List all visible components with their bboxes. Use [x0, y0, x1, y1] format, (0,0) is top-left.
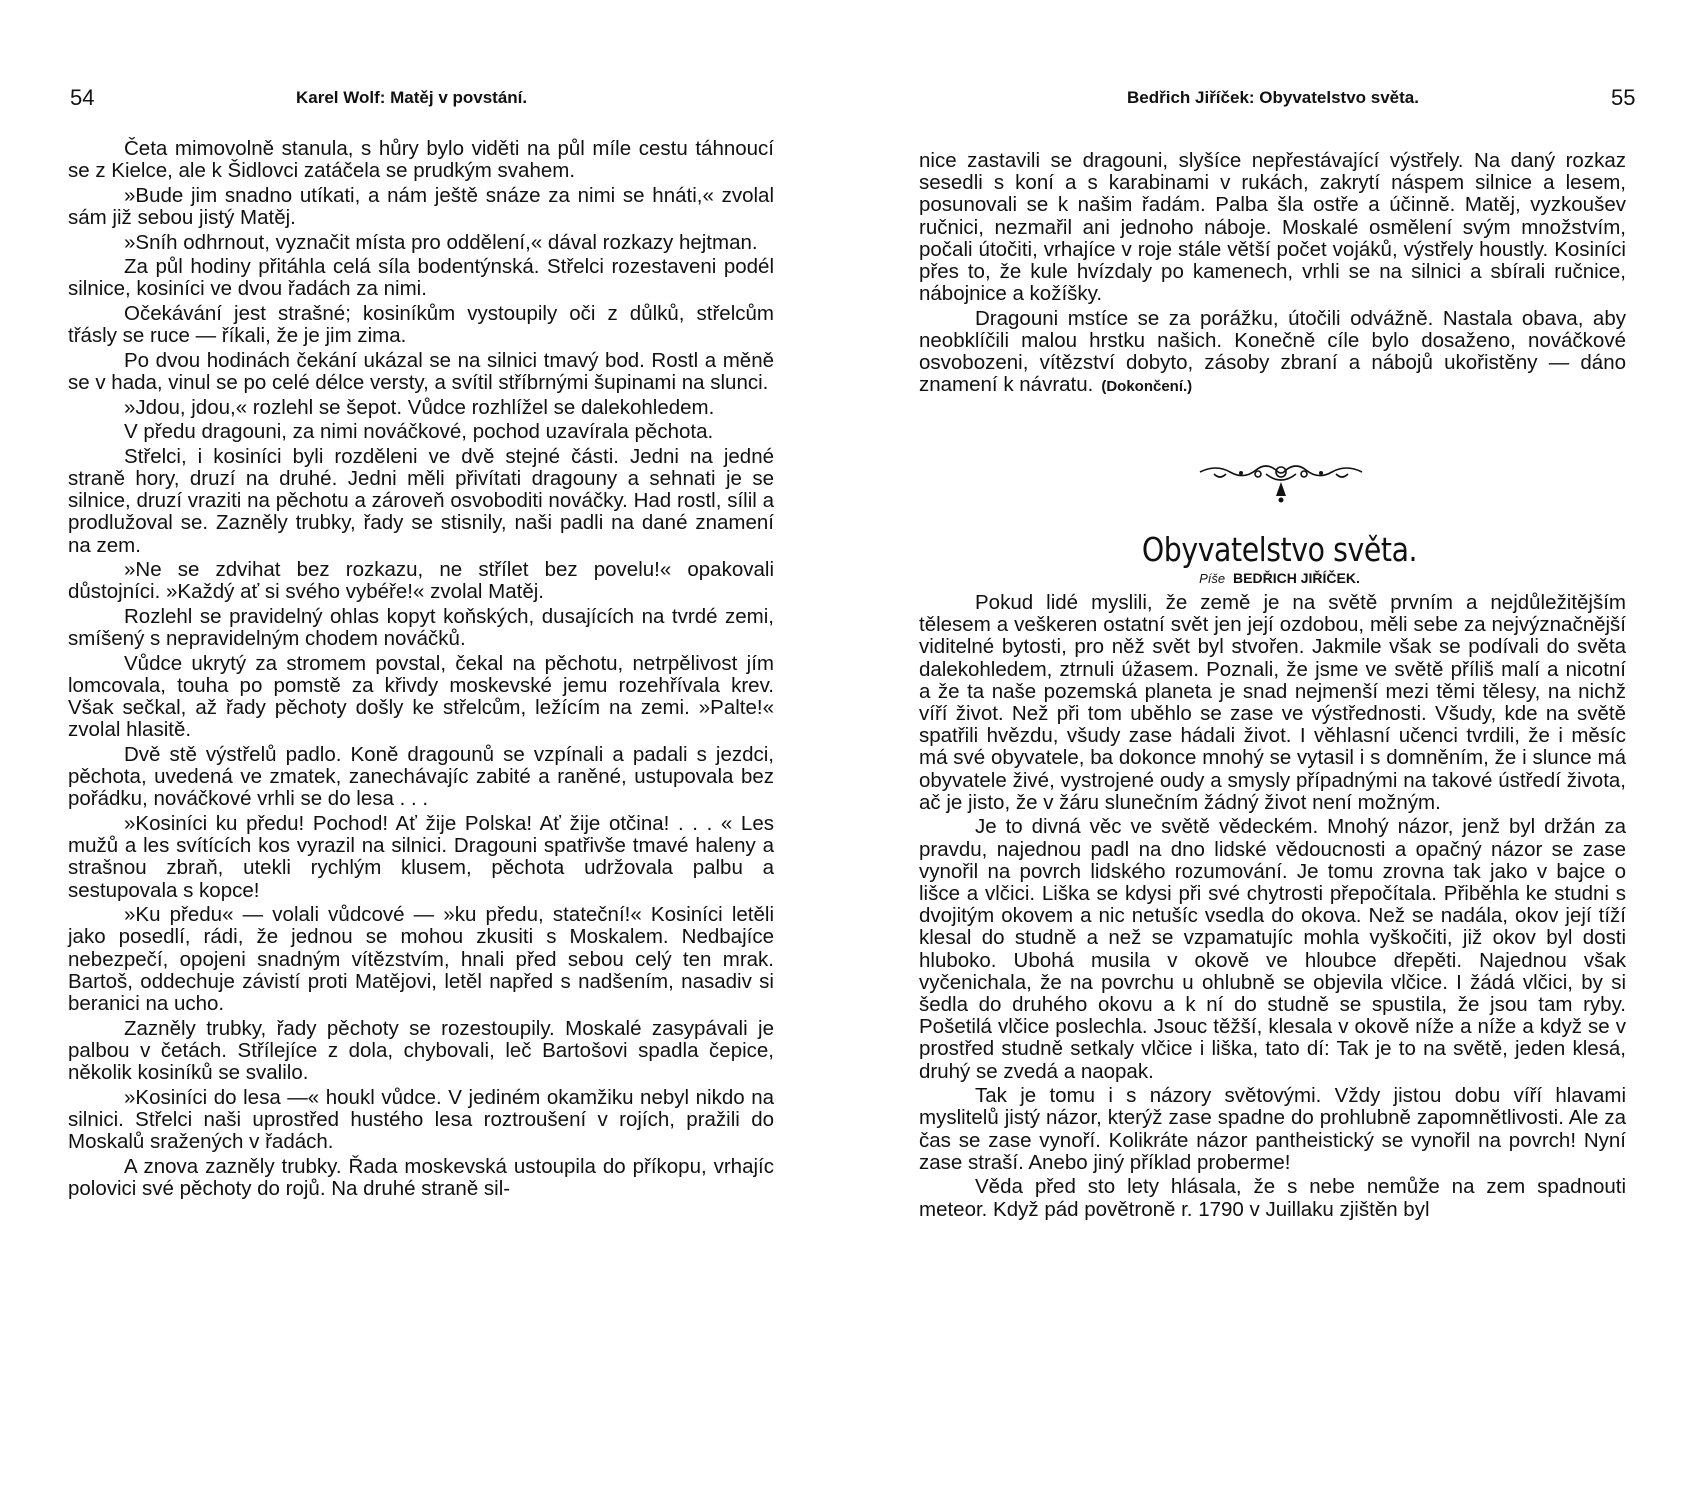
- paragraph: Je to divná věc ve světě vědeckém. Mnohý názor, jenž byl držán za pravdu, najednou padl na dno lidské vědoucnosti a opačný názor se zase vynořil na povrch lidského rozumování. Je tomu zrovna tak jako v bajce o lišce a vlčici. Liška se kdysi při své chytrosti přepočítala. Přiběhla ke studni s dvojitým okovem a nic netušíc vsedla do okova. Než se nadála, okov její tíží klesal do studně a než se vzpamatujíc mohla vyškočiti, již okov byl dosti hluboko. Ubohá musila v okově ve hloubce dřepěti. Najednou však vyčenichala, že na povrchu u ohlubně se objevila vlčice. I žádá vlčici, by si šedla do druhého okovu a k ní do studně se spustila, že jsou tam ryby. Pošetilá vlčice poslechla. Jsouc těžší, klesala v okově níže a níže a když se v prostřed studně setkaly vlčice i liška, tato dí: Tak je to na světě, jeden klesá, druhý se zvedá a naopak.: [919, 815, 1626, 1083]
- paragraph: »Kosiníci ku předu! Pochod! Ať žije Polska! Ať žije otčina! . . . « Les mužů a les svítících kos vyrazil na silnici. Dragouni spatřivše tmavé haleny a strašnou zbraň, utekli rychlým klusem, pěchota udržovala palbu a sestupovala s kopce!: [68, 811, 774, 902]
- page-number: 55: [1611, 85, 1636, 110]
- paragraph: »Kosiníci do lesa —« houkl vůdce. V jediném okamžiku nebyl nikdo na silnici. Střelci naši uprostřed hustého lesa roztroušení v rojích, pražili do Moskalů sražených v řadách.: [68, 1085, 774, 1153]
- paragraph-last: [919, 308, 1626, 399]
- ornamental-divider-icon: [1196, 460, 1366, 504]
- paragraph: A znova zazněly trubky. Řada moskevská ustoupila do příkopu, vrhajíc polovici své pěchoty do rojů. Na druhé straně sil-: [68, 1154, 774, 1200]
- paragraph: Očekávání jest strašné; kosiníkům vystoupily oči z důlků, střelcům třásly se ruce — říkali, že je jim zima.: [68, 301, 774, 348]
- paragraph: V předu dragouni, za nimi nováčkové, pochod uzavírala pěchota.: [124, 420, 714, 444]
- story-continuation: [919, 150, 1626, 401]
- running-head: Karel Wolf: Matěj v povstání.: [296, 88, 528, 107]
- paragraph: Za půl hodiny přitáhla celá síla bodentýnská. Střelci rozestaveni podél silnice, kosiníci ve dvou řadách za nimi.: [68, 255, 774, 301]
- paragraph: Zazněly trubky, řady pěchoty se rozestoupily. Moskalé zasypávali je palbou v četách. Střílejíce z dola, chybovali, leč Bartošovi spadla čepice, několik kosiníků se svalilo.: [68, 1016, 774, 1084]
- paragraph: »Jdou, jdou,« rozlehl se šepot. Vůdce rozhlížel se dalekohledem.: [124, 395, 715, 419]
- paragraph: Pokud lidé myslili, že země je na světě prvním a nejdůležitějším tělesem a veškeren ostatní svět jen její ozdobou, měli sebe za nejvýznačnější viditelné bytosti, pro něž svět byl stvořen. Jakmile však se podívali do světa dalekohledem, ztrnuli úžasem. Poznali, že jsme ve světě příliš malí a nicotní a že ta naše pozemská planeta je snad nejmenší mezi těmi tělesy, na nichž víří život. Než při tom uběhlo se zase ve výstřednosti. Všudy, kde na světě spatřili hvězdu, všudy zase hádali život. I věhlasní učenci tvrdili, že i měsíc má své obyvatele, ba dokonce mnohý se vytasil i s domněním, že i slunce má obyvatele živé, vystrojené oudy a smysly případnými na takové ústředí života, ač je jisto, že v žáru slunečním žádný život není možným.: [919, 591, 1626, 814]
- paragraph: Věda před sto lety hlásala, že s nebe nemůže na zem spadnouti meteor. Když pád povětroně r. 1790 v Juillaku zjištěn byl: [919, 1175, 1626, 1221]
- page-number: 54: [70, 85, 95, 110]
- paragraph: Tak je tomu i s názory světovými. Vždy jistou dobu víří hlavami myslitelů jistý názor, kterýž zase spadne do prohlubně zapomnětlivosti. Ale za čas se zase vynoří. Kolikráte názor pantheistický se vynořil na povrch! Nyní zase straší. Anebo jiný příklad proberme!: [919, 1084, 1626, 1174]
- running-head: Bedřich Jiříček: Obyvatelstvo světa.: [1127, 88, 1419, 107]
- article-text: [919, 592, 1626, 1223]
- paragraph: Dvě stě výstřelů padlo. Koně dragounů se vzpínali a padali s jezdci, pěchota, uvedená ve zmatek, zanechávajíc zabité a raněné, ustupovala bez pořádku, nováčkové vrhli se do lesa . . .: [68, 742, 774, 811]
- paragraph: Rozlehl se pravidelný ohlas kopyt koňských, dusajících na tvrdé zemi, smíšený s nepravidelným chodem nováčků.: [68, 604, 774, 651]
- article-title: Obyvatelstvo světa.: [1141, 530, 1418, 569]
- paragraph: Četa mimovolně stanula, s hůry bylo viděti na půl míle cestu táhnoucí se z Kielce, ale k Šidlovci zatáčela se prudkým svahem.: [68, 137, 774, 183]
- paragraph: »Sníh odhrnout, vyznačit místa pro oddělení,« dával rozkazy hejtman.: [124, 230, 758, 254]
- paragraph-text: Dragouni mstíce se za porážku, útočili odvážně. Nastala obava, aby neobklíčili malou hrstku našich. Konečně cíle bylo dosaženo, nováčkové osvobozeni, vítězství dobyto, zásoby zbraní a nábojů ukořistěny — dáno znamení k návratu.: [919, 306, 1626, 397]
- paragraph: Po dvou hodinách čekání ukázal se na silnici tmavý bod. Rostl a měně se v hada, vinul se po celé délce versty, a svítil stříbrnými šupinami na slunci.: [68, 348, 774, 394]
- paragraph: »Bude jim snadno utíkati, a nám ještě snáze za nimi se hnáti,« zvolal sám již sebou jistý Matěj.: [68, 183, 774, 229]
- byline-prefix: Píše: [1199, 571, 1226, 586]
- byline-author: BEDŘICH JIŘÍČEK.: [1233, 570, 1360, 586]
- story-text: [68, 138, 774, 1202]
- right-page: [853, 0, 1706, 1500]
- article-byline: [853, 570, 1706, 586]
- paragraph: Střelci, i kosiníci byli rozděleni ve dvě stejné části. Jedni na jedné straně hory, druzí na druhé. Jedni měli přivítati dragouny a sehnati je se silnice, druzí vraziti na pěchotu a zároveň osvoboditi nováčky. Had rostl, sílil a prodlužoval se. Zazněly trubky, řady se stisnily, naši padli na dané znamení na zem.: [68, 444, 774, 557]
- paragraph: Vůdce ukrytý za stromem povstal, čekal na pěchotu, netrpělivost jím lomcovala, touha po pomstě za křivdy moskevské jemu rozehřívala krev. Však sečkal, až řady pěchoty došly ke střelcům, ležícím na zemi. »Palte!« zvolal hlasitě.: [68, 651, 774, 742]
- paragraph: »Ku předu« — volali vůdcové — »ku předu, stateční!« Kosiníci letěli jako posedlí, rádi, že jednou se mohou zkusiti s Moskalem. Nedbajíce nebezpečí, opojeni snadným vítězstvím, hnali před sebou celý ten mrak. Bartoš, oddechuje závistí proti Matějovi, letěl napřed s nadšením, nasadiv si beranici na ucho.: [68, 903, 774, 1015]
- paragraph: nice zastavili se dragouni, slyšíce nepřestávající výstřely. Na daný rozkaz sesedli s koní a s karabinami v rukách, zakrytí náspem silnice a lesem, posunovali se k našim řadám. Palba šla ostře a účinně. Matěj, vyzkoušev ručnici, nezmařil ani jednoho náboje. Moskalé osmělení svým množstvím, počali útočiti, vrhajíce v roje stále větší počet vojáků, výstřely houstly. Kosiníci přes to, že kule hvízdaly po kamenech, vrhli se na silnici a sbírali ručnice, nábojnice a kožíšky.: [919, 149, 1626, 306]
- paragraph: »Ne se zdvihat bez rozkazu, ne střílet bez povelu!« opakovali důstojníci. »Každý ať si svého vybéře!« zvolal Matěj.: [68, 558, 774, 604]
- to-be-continued-note: (Dokončení.): [1101, 378, 1193, 396]
